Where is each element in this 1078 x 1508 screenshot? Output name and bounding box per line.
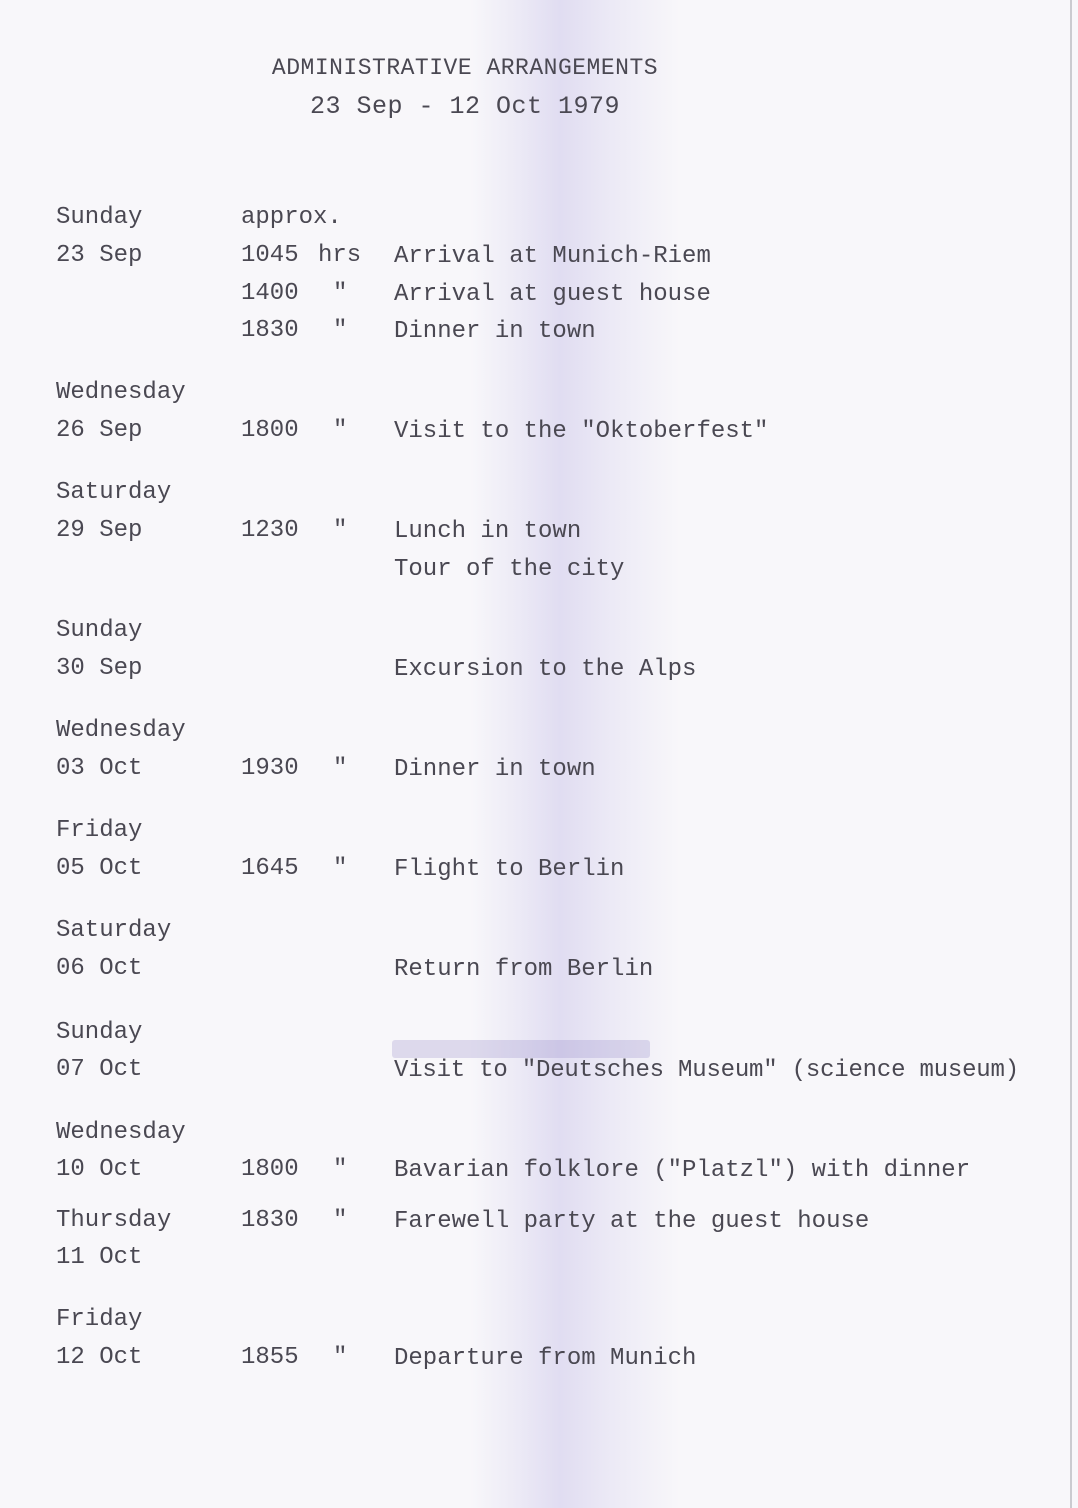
ditto-mark: " (333, 517, 348, 544)
schedule-date: 29 Sep (56, 517, 143, 544)
schedule-date: 26 Sep (56, 417, 143, 444)
schedule-day: Friday (56, 817, 143, 844)
schedule-day: Saturday (56, 917, 172, 944)
schedule-time: 1230 (241, 517, 299, 544)
schedule-time: 1830 (241, 317, 299, 344)
schedule-date: 10 Oct (56, 1156, 143, 1183)
schedule-date: 05 Oct (56, 855, 143, 882)
ditto-mark: " (333, 1156, 348, 1183)
ditto-mark: " (333, 1207, 348, 1234)
schedule-day: Sunday (56, 1019, 143, 1046)
ditto-mark: " (333, 317, 348, 344)
schedule-time: 1800 (241, 1156, 299, 1183)
ditto-mark: " (333, 855, 348, 882)
schedule-event: Bavarian folklore ("Platzl") with dinner (394, 1157, 971, 1184)
schedule-event: Farewell party at the guest house (394, 1208, 870, 1235)
schedule-day: Friday (56, 1306, 143, 1333)
schedule-date: 06 Oct (56, 955, 143, 982)
schedule-time: 1930 (241, 755, 299, 782)
schedule-time: 1800 (241, 417, 299, 444)
ditto-mark: " (333, 280, 348, 307)
ditto-mark: " (333, 755, 348, 782)
schedule-date: 30 Sep (56, 655, 143, 682)
schedule-event: Departure from Munich (394, 1345, 697, 1372)
schedule-date: 11 Oct (56, 1244, 143, 1271)
schedule-day: Sunday (56, 617, 143, 644)
schedule-time: 1855 (241, 1344, 299, 1371)
schedule-date: 12 Oct (56, 1344, 143, 1371)
schedule-day: Saturday (56, 479, 172, 506)
document-title: ADMINISTRATIVE ARRANGEMENTS (271, 55, 659, 81)
schedule-date: 03 Oct (56, 755, 143, 782)
schedule-time: approx. (241, 204, 342, 231)
schedule-date: 07 Oct (56, 1056, 143, 1083)
schedule-time: 1045 (241, 242, 299, 269)
schedule-event: Excursion to the Alps (394, 656, 697, 683)
schedule-event: Arrival at Munich-Riem (394, 243, 711, 270)
schedule-time: 1830 (241, 1207, 299, 1234)
page-edge (1070, 0, 1072, 1508)
schedule-unit: hrs (318, 242, 362, 269)
schedule-day: Wednesday (56, 1119, 186, 1146)
schedule-event: Dinner in town (394, 318, 596, 345)
schedule-event: Flight to Berlin (394, 856, 625, 883)
schedule-event: Visit to "Deutsches Museum" (science museum) (394, 1057, 1019, 1084)
schedule-event: Lunch in town (394, 518, 582, 545)
schedule-event: Tour of the city (394, 556, 625, 583)
schedule-day: Thursday (56, 1207, 172, 1234)
ditto-mark: " (333, 417, 348, 444)
schedule-date: 23 Sep (56, 242, 143, 269)
date-range: 23 Sep - 12 Oct 1979 (309, 92, 621, 121)
schedule-event: Visit to the "Oktoberfest" (394, 418, 769, 445)
ditto-mark: " (333, 1344, 348, 1371)
ink-smudge (392, 1040, 650, 1058)
schedule-time: 1645 (241, 855, 299, 882)
schedule-event: Dinner in town (394, 756, 596, 783)
schedule-day: Sunday (56, 204, 143, 231)
schedule-time: 1400 (241, 280, 299, 307)
schedule-day: Wednesday (56, 717, 186, 744)
schedule-event: Arrival at guest house (394, 281, 711, 308)
schedule-day: Wednesday (56, 379, 186, 406)
schedule-event: Return from Berlin (394, 956, 654, 983)
